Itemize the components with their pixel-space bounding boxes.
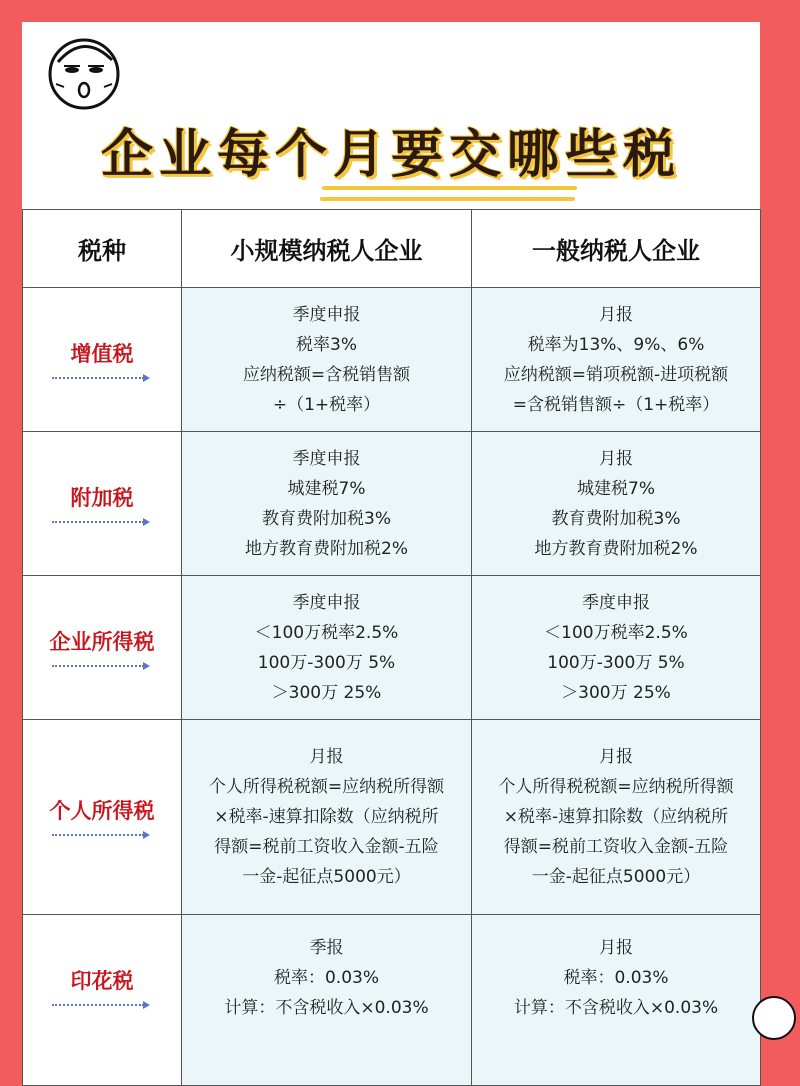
cell-line: 得额=税前工资收入金额-五险: [214, 837, 439, 857]
cell-line: 税率：0.03%: [273, 968, 379, 988]
cell-line: ＞300万 25%: [561, 682, 671, 703]
cell-line: 税率3%: [296, 334, 357, 355]
small-scale-cell: [182, 720, 472, 915]
tax-name: 增值税: [70, 341, 134, 366]
cell-line: 教育费附加税3%: [262, 508, 391, 529]
arrow-right-icon: [52, 662, 152, 670]
table-row: [23, 720, 761, 915]
general-cell: [472, 288, 761, 432]
page-title: 企业每个月要交哪些税: [100, 125, 681, 185]
table-row: [23, 288, 761, 432]
small-scale-cell: [182, 432, 472, 576]
general-cell: [472, 720, 761, 915]
cell-line: 月报: [599, 938, 633, 958]
tax-name: 附加税: [70, 485, 134, 510]
cell-line: 税率为13%、9%、6%: [527, 334, 705, 355]
cell-line: 月报: [309, 747, 344, 767]
cell-line: 月报: [599, 747, 633, 767]
small-scale-cell: [182, 576, 472, 720]
cell-line: ＞300万 25%: [271, 682, 382, 703]
cell-line: ＜100万税率2.5%: [544, 622, 688, 643]
tax-name-cell: [23, 915, 182, 1086]
title-underline: [322, 186, 577, 190]
cell-line: 一金-起征点5000元）: [531, 867, 701, 887]
table-row: [23, 915, 761, 1086]
cell-line: 季度申报: [292, 448, 361, 469]
general-cell: [472, 432, 761, 576]
tax-name-cell: [23, 432, 182, 576]
cell-line: 地方教育费附加税2%: [245, 538, 408, 559]
face-emoji-icon: [44, 32, 126, 114]
small-scale-cell: [182, 288, 472, 432]
tax-name-cell: [23, 720, 182, 915]
cell-line: 教育费附加税3%: [551, 508, 681, 529]
header-tax-type: 税种: [23, 210, 182, 288]
cell-line: 个人所得税税额=应纳税所得额: [498, 777, 734, 797]
table-row: [23, 432, 761, 576]
tax-name: 印花税: [70, 969, 134, 993]
general-cell: [472, 576, 761, 720]
cell-line: 个人所得税税额=应纳税所得额: [208, 777, 445, 797]
tax-table: [22, 209, 761, 1086]
arrow-right-icon: [52, 374, 152, 382]
cell-line: 应纳税额=含税销售额: [242, 364, 411, 385]
tax-name-cell: [23, 576, 182, 720]
header-general: 一般纳税人企业: [472, 210, 761, 288]
cell-line: 税率：0.03%: [563, 968, 669, 988]
arrow-right-icon: [52, 518, 152, 526]
cell-line: 计算：不含税收入×0.03%: [224, 998, 429, 1018]
cell-line: 月报: [599, 448, 633, 469]
tax-name: 企业所得税: [49, 629, 155, 654]
cell-line: 应纳税额=销项税额-进项税额: [503, 364, 729, 385]
cell-line: ＜100万税率2.5%: [254, 622, 399, 643]
cell-line: 季度申报: [292, 304, 361, 325]
general-cell: [472, 915, 761, 1086]
corner-badge: [752, 996, 796, 1040]
cell-line: 城建税7%: [577, 478, 655, 499]
arrow-right-icon: [52, 831, 152, 839]
title-underline: [320, 197, 575, 201]
cell-line: ×税率-速算扣除数（应纳税所: [214, 807, 439, 827]
table-header-row: [23, 210, 761, 288]
small-scale-cell: [182, 915, 472, 1086]
cell-line: ×税率-速算扣除数（应纳税所: [503, 807, 729, 827]
cell-line: ÷（1+税率）: [272, 394, 381, 415]
infographic-card: [22, 22, 760, 1022]
cell-line: 100万-300万 5%: [257, 652, 396, 673]
cell-line: 城建税7%: [287, 478, 366, 499]
cell-line: 计算：不含税收入×0.03%: [513, 998, 719, 1018]
header-small-scale: 小规模纳税人企业: [182, 210, 472, 288]
arrow-right-icon: [52, 1001, 152, 1009]
tax-name-cell: [23, 288, 182, 432]
cell-line: 一金-起征点5000元）: [242, 867, 411, 887]
cell-line: 得额=税前工资收入金额-五险: [503, 837, 729, 857]
cell-line: 月报: [599, 304, 633, 325]
table-row: [23, 576, 761, 720]
cell-line: 季报: [309, 938, 344, 958]
cell-line: =含税销售额÷（1+税率）: [512, 394, 720, 415]
cell-line: 季度申报: [292, 592, 361, 613]
cell-line: 地方教育费附加税2%: [534, 538, 698, 559]
cell-line: 100万-300万 5%: [547, 652, 685, 673]
cell-line: 季度申报: [582, 592, 650, 613]
tax-name: 个人所得税: [49, 799, 155, 823]
